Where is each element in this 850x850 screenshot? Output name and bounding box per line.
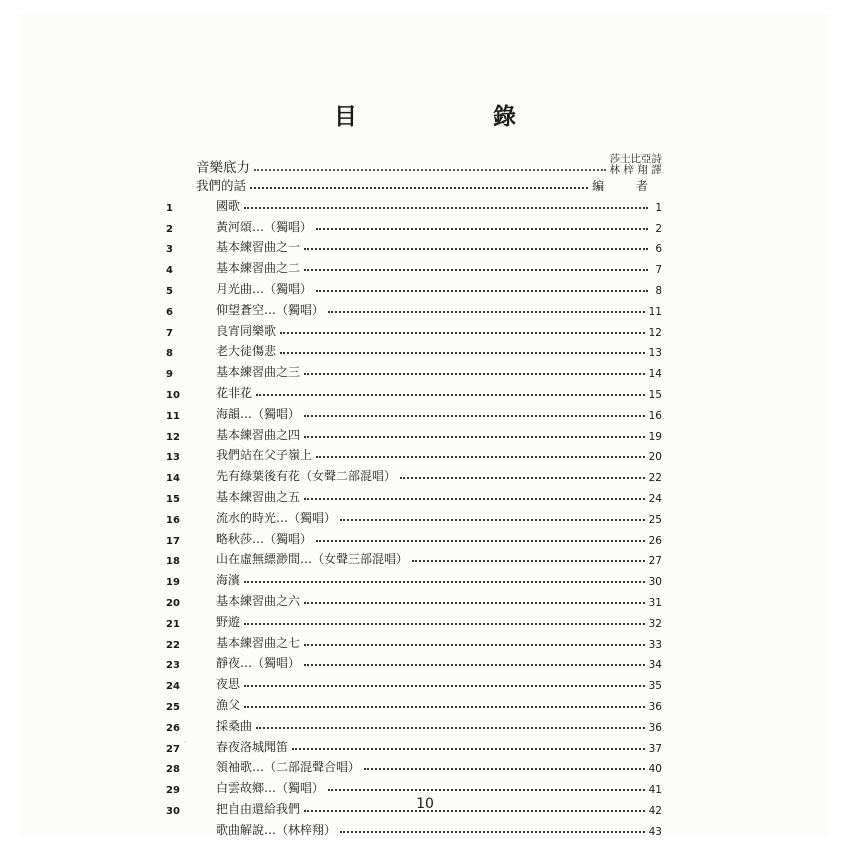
entry-title: 夜思 [216, 677, 241, 692]
dot-leader [328, 788, 645, 791]
entry-page-number: 11 [648, 305, 662, 318]
toc-entry [166, 401, 662, 422]
dot-leader [244, 622, 645, 625]
entry-page-number: 35 [648, 680, 662, 693]
entry-page-number: 36 [648, 700, 662, 713]
entry-page-number: 25 [648, 513, 662, 526]
entry-title: 國歌 [216, 198, 241, 213]
entry-number: 12 [166, 431, 180, 443]
dot-leader [304, 247, 648, 250]
entry-number: 19 [166, 577, 180, 589]
toc-entry [166, 422, 662, 443]
dot-leader [244, 705, 645, 708]
intro-credit: 編 者 [592, 179, 662, 193]
entry-number: 22 [166, 639, 180, 651]
dot-leader [304, 372, 645, 375]
entry-number: 18 [166, 556, 180, 568]
entry-title: 基本練習曲之四 [216, 427, 301, 442]
entry-page-number: 42 [648, 804, 662, 817]
dot-leader [340, 830, 645, 833]
dot-leader [254, 168, 606, 171]
entry-page-number: 6 [655, 243, 662, 256]
entry-title: 基本練習曲之二 [216, 261, 301, 276]
toc-entry [196, 817, 662, 838]
entry-number: 27 [166, 743, 180, 755]
intro-label: 我們的話 [196, 178, 247, 193]
entry-number: 24 [166, 681, 180, 693]
toc-entry [166, 359, 662, 381]
entry-title: 基本練習曲之七 [216, 635, 301, 650]
entry-page-number: 33 [648, 638, 662, 651]
entry-number: 8 [166, 348, 173, 360]
entry-title: 良宵同樂歌 [216, 323, 277, 338]
entry-page-number: 13 [648, 347, 662, 360]
intro-entry-preface [196, 172, 662, 194]
entry-title: 春夜洛城聞笛 [216, 739, 289, 754]
entry-title: 基本練習曲之三 [216, 365, 301, 380]
dot-leader [364, 767, 645, 770]
entry-page-number: 27 [648, 555, 662, 568]
toc-entry [166, 588, 662, 609]
toc-entry [166, 484, 662, 505]
entry-title: 流水的時光…（獨唱） [216, 510, 337, 525]
toc-entry [166, 651, 662, 672]
dot-leader [412, 559, 645, 562]
entry-number: 9 [166, 369, 173, 381]
entry-page-number: 15 [648, 388, 662, 401]
entry-title: 歌曲解說…（林梓翔） [216, 822, 337, 837]
entry-number: 20 [166, 597, 180, 609]
page-title: 目 錄 [333, 103, 580, 130]
entry-title: 仰望蒼空…（獨唱） [216, 302, 325, 317]
table-of-contents [166, 193, 662, 838]
entry-title: 山在虛無縹渺間…（女聲三部混唱） [216, 552, 409, 567]
entry-page-number: 40 [648, 763, 662, 776]
entry-number: 1 [166, 202, 173, 214]
dot-leader [280, 331, 645, 334]
entry-title: 月光曲…（獨唱） [216, 281, 313, 296]
toc-entry [166, 609, 662, 630]
dot-leader [304, 435, 645, 438]
entry-number: 4 [166, 265, 173, 277]
toc-entry [166, 443, 662, 464]
entry-title: 基本練習曲之一 [216, 240, 301, 255]
entry-title: 採桑曲 [216, 718, 253, 733]
entry-page-number: 7 [655, 264, 662, 277]
toc-entry [166, 713, 662, 734]
scan-mark: · [184, 738, 187, 747]
entry-number: 7 [166, 327, 173, 339]
dot-leader [244, 684, 645, 687]
toc-entry [166, 235, 662, 256]
toc-entry [166, 505, 662, 526]
entry-number: 3 [166, 244, 173, 256]
entry-page-number: 16 [648, 409, 662, 422]
entry-page-number: 12 [648, 326, 662, 339]
entry-number: 14 [166, 473, 180, 485]
entry-page-number: 24 [648, 492, 662, 505]
dot-leader [256, 726, 645, 729]
entry-title: 領袖歌…（二部混聲合唱） [216, 760, 361, 775]
entry-page-number: 34 [648, 659, 662, 672]
dot-leader [304, 601, 645, 604]
entry-number: 2 [166, 223, 173, 235]
toc-entry [166, 255, 662, 277]
toc-entry [166, 276, 662, 297]
entry-page-number: 1 [655, 201, 662, 214]
dot-leader [400, 476, 645, 479]
dot-leader [304, 268, 648, 271]
entry-title: 先有綠葉後有花（女聲二部混唱） [216, 469, 397, 484]
entry-number: 11 [166, 410, 180, 422]
toc-entry [166, 692, 662, 713]
dot-leader [304, 414, 645, 417]
entry-title: 把自由還給我們 [216, 801, 301, 816]
dot-leader [244, 580, 645, 583]
entry-page-number: 32 [648, 617, 662, 630]
entry-number: 30 [166, 805, 180, 817]
toc-entry [166, 318, 662, 339]
entry-page-number: 22 [648, 472, 662, 485]
entry-title: 漁父 [216, 697, 241, 712]
entry-number: 15 [166, 493, 180, 505]
toc-entry [166, 526, 662, 547]
toc-entry [166, 193, 662, 214]
entry-number: 10 [166, 389, 180, 401]
entry-title: 黃河頌…（獨唱） [216, 219, 313, 234]
toc-entry [166, 547, 662, 568]
entry-title: 靜夜…（獨唱） [216, 656, 301, 671]
entry-page-number: 2 [655, 222, 662, 235]
dot-leader [304, 663, 645, 666]
entry-page-number: 31 [648, 596, 662, 609]
entry-page-number: 14 [648, 368, 662, 381]
entry-title: 基本練習曲之五 [216, 489, 301, 504]
dot-leader [316, 539, 645, 542]
entry-title: 花非花 [216, 385, 253, 400]
dot-leader [328, 310, 645, 313]
toc-entry [166, 734, 662, 755]
entry-page-number: 8 [655, 284, 662, 297]
dot-leader [250, 186, 588, 189]
credit-line-translator: 林 梓 翔 譯 [609, 164, 662, 176]
toc-entry [166, 214, 662, 235]
page-number: 10 [416, 796, 434, 812]
entry-page-number: 37 [648, 742, 662, 755]
entry-page-number: 41 [648, 784, 662, 797]
dot-leader [304, 497, 645, 500]
entry-page-number: 36 [648, 721, 662, 734]
entry-title: 基本練習曲之六 [216, 593, 301, 608]
toc-entry [166, 567, 662, 589]
entry-page-number: 43 [648, 825, 662, 838]
dot-leader [316, 227, 648, 230]
entry-number: 29 [166, 785, 180, 797]
entry-number: 23 [166, 660, 180, 672]
entry-number: 21 [166, 618, 180, 630]
entry-page-number: 30 [648, 576, 662, 589]
dot-leader [340, 518, 645, 521]
entry-page-number: 19 [648, 430, 662, 443]
entry-number: 5 [166, 285, 173, 297]
dot-leader [316, 455, 645, 458]
entry-title: 略秋莎…（獨唱） [216, 531, 313, 546]
entry-page-number: 20 [648, 451, 662, 464]
dot-leader [292, 747, 645, 750]
dot-leader [304, 643, 645, 646]
dot-leader [256, 393, 645, 396]
toc-entry [166, 630, 662, 651]
entry-number: 6 [166, 306, 173, 318]
dot-leader [316, 289, 648, 292]
dot-leader [280, 351, 645, 354]
entry-number: 16 [166, 514, 180, 526]
entry-title: 野遊 [216, 614, 241, 629]
credit-line-author: 莎士比亞詩 [609, 153, 662, 165]
entry-title: 海韻…（獨唱） [216, 406, 301, 421]
toc-entry [166, 755, 662, 776]
entry-number: 25 [166, 701, 180, 713]
entry-title: 海濱 [216, 573, 241, 588]
toc-entry [166, 297, 662, 318]
toc-entry [166, 380, 662, 401]
entry-page-number: 26 [648, 534, 662, 547]
toc-entry [166, 775, 662, 797]
toc-entry [166, 671, 662, 693]
dot-leader [244, 206, 648, 209]
intro-label: 音樂底力 [196, 160, 250, 176]
toc-entry [166, 463, 662, 485]
entry-number: 26 [166, 722, 180, 734]
toc-entry [166, 339, 662, 360]
entry-number: 17 [166, 535, 180, 547]
entry-title: 白雲故鄉…（獨唱） [216, 781, 325, 796]
entry-title: 老大徒傷悲 [216, 344, 277, 359]
entry-number: 13 [166, 452, 180, 464]
entry-number: 28 [166, 764, 180, 776]
entry-title: 我們站在父子嶺上 [216, 448, 313, 463]
